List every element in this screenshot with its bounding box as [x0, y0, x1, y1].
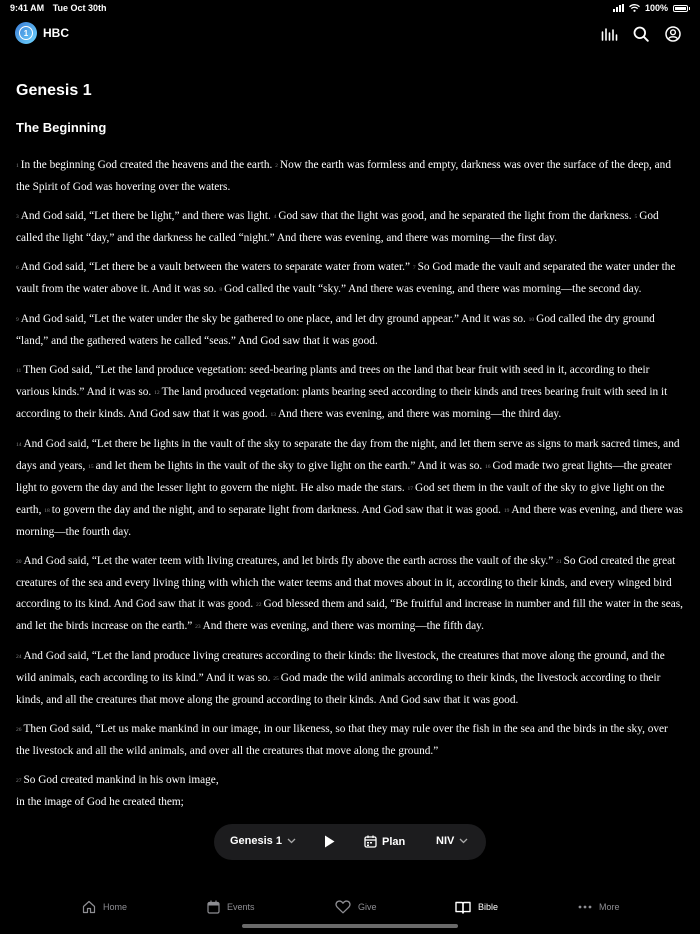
verse-number: 21	[556, 559, 562, 565]
verse-text[interactable]: God called the dry ground “land,” and the gathered waters he called “seas.” And God saw that it was good.	[16, 313, 655, 347]
verse-number: 7	[412, 265, 416, 271]
chapter-selector-label: Genesis 1	[230, 835, 282, 847]
chapter-title: Genesis 1	[16, 82, 92, 99]
verse-number: 2	[275, 163, 278, 169]
scripture-paragraph	[16, 434, 684, 543]
verse-number: 15	[88, 464, 94, 470]
verse-text[interactable]: God made two great lights—the greater light to govern the day and the lesser light to govern the night. He also made the stars.	[16, 460, 672, 494]
verse-number: 10	[528, 317, 535, 323]
verse-text[interactable]: God saw that the light was good, and he separated the light from the darkness.	[278, 210, 632, 222]
church-logo[interactable]	[15, 22, 37, 44]
home-indicator	[242, 924, 458, 928]
scripture-paragraph	[16, 360, 684, 426]
verse-number: 17	[407, 486, 414, 492]
verse-number: 12	[154, 390, 160, 396]
battery-percent: 100%	[644, 3, 668, 13]
verse-number: 20	[16, 559, 22, 565]
app-name: HBC	[43, 26, 69, 40]
verse-number: 13	[270, 412, 276, 418]
cellular-signal-icon	[613, 4, 624, 12]
header-actions	[600, 25, 682, 43]
chevron-down-icon	[287, 838, 296, 844]
verse-number: 8	[219, 287, 223, 293]
battery-icon	[673, 5, 688, 12]
tab-bar	[0, 895, 700, 919]
verse-number: 19	[503, 508, 510, 514]
verse-text[interactable]: And there was evening, and there was morning—the fourth day.	[16, 504, 683, 538]
verse-text[interactable]: The land produced vegetation: plants bearing seed according to their kinds and trees bearing fruit with seed in it according to their kinds. And God saw that it was good.	[16, 386, 668, 420]
logo-mark: 1	[19, 26, 33, 40]
tab-events-label: Events	[227, 902, 255, 912]
scripture-paragraph	[16, 206, 684, 249]
tab-give[interactable]	[335, 895, 377, 919]
chevron-down-icon	[459, 838, 468, 844]
status-left	[10, 3, 113, 13]
verse-number: 4	[273, 214, 277, 220]
verse-number: 24	[16, 654, 22, 660]
verse-text[interactable]: And there was evening, and there was morning—the fifth day.	[202, 620, 484, 632]
scripture-paragraph	[16, 551, 684, 638]
verse-number: 27	[16, 778, 22, 784]
verse-text[interactable]: And God said, “Let the land produce living creatures according to their kinds: the livestock, the creatures that move along the ground, and the wild animals, each according to its kind.” And it was so.	[16, 650, 665, 684]
verse-number: 26	[16, 727, 22, 733]
book-icon	[455, 901, 471, 914]
tab-home[interactable]	[82, 895, 127, 919]
play-button[interactable]	[324, 835, 335, 848]
audio-bars-icon[interactable]	[600, 25, 618, 43]
heart-icon	[335, 900, 351, 914]
verse-text[interactable]: God set them in the vault of the sky to give light on the earth,	[16, 482, 665, 516]
verse-text[interactable]: And God said, “Let the water under the sky be gathered to one place, and let dry ground appear.” And it was so.	[20, 313, 526, 325]
status-date: Tue Oct 30th	[52, 3, 107, 13]
verse-text[interactable]: God made the wild animals according to their kinds, the livestock according to their kinds, and all the creatures that move along the ground according to their kinds. And God saw that it was good.	[16, 672, 661, 706]
verse-text[interactable]: And God said, “Let there be a vault between the waters to separate water from water.”	[20, 261, 411, 273]
tab-give-label: Give	[358, 902, 377, 912]
verse-text[interactable]: And God said, “Let the water teem with living creatures, and let birds fly above the earth across the vault of the sky.”	[23, 555, 554, 567]
verse-text[interactable]: And God said, “Let there be lights in the vault of the sky to separate the day from the night, and let them serve as signs to mark sacred times, and days and years,	[16, 438, 680, 472]
verse-text[interactable]: and let them be lights in the vault of the sky to give light on the earth.” And it was so.	[95, 460, 483, 472]
verse-text[interactable]: in the image of God he created them;	[16, 796, 184, 808]
verse-number: 6	[16, 265, 19, 271]
plan-label: Plan	[382, 835, 406, 848]
verse-number: 11	[16, 368, 22, 374]
home-icon	[82, 900, 96, 914]
reader-control-bar	[214, 824, 486, 860]
calendar-icon	[207, 900, 220, 914]
version-label: NIV	[436, 835, 455, 847]
verse-number: 1	[16, 163, 19, 169]
verse-text[interactable]: So God created the great creatures of the sea and every living thing with which the water teems and that moves about in it, according to their kinds, and every winged bird according to its kind. And God saw that it was good.	[16, 555, 676, 610]
status-time: 9:41 AM	[10, 3, 45, 13]
verse-text[interactable]: Now the earth was formless and empty, darkness was over the surface of the deep, and the Spirit of God was hovering over the waters.	[16, 159, 671, 193]
verse-number: 18	[44, 508, 50, 514]
version-selector-button[interactable]	[436, 835, 468, 847]
verse-text[interactable]: And God said, “Let there be light,” and there was light.	[20, 210, 271, 222]
verse-text[interactable]: So God made the vault and separated the water under the vault from the water above it. And it was so.	[16, 261, 676, 295]
verse-text[interactable]: In the beginning God created the heavens and the earth.	[20, 159, 273, 171]
verse-number: 25	[273, 676, 279, 682]
more-dots-icon	[578, 905, 592, 909]
scripture-paragraph	[16, 257, 684, 301]
verse-text[interactable]: Then God said, “Let the land produce vegetation: seed-bearing plants and trees on the land that bear fruit with seed in it, according to their various kinds.” And it was so.	[16, 364, 650, 398]
profile-icon[interactable]	[664, 25, 682, 43]
verse-number: 5	[634, 214, 638, 220]
play-icon	[324, 835, 335, 848]
verse-text[interactable]: So God created mankind in his own image,	[23, 774, 219, 786]
status-bar	[0, 0, 700, 18]
verse-text[interactable]: And there was evening, and there was morning—the third day.	[277, 408, 562, 420]
verse-number: 22	[256, 602, 262, 608]
plan-button[interactable]	[364, 835, 405, 848]
verse-number: 3	[16, 214, 19, 220]
verse-number: 14	[16, 442, 22, 448]
section-heading: The Beginning	[16, 120, 107, 135]
tab-bible-label: Bible	[478, 902, 499, 912]
tab-home-label: Home	[103, 902, 128, 912]
verse-text[interactable]: to govern the day and the night, and to separate light from darkness. And God saw that it was good.	[51, 504, 502, 516]
verse-text[interactable]: Then God said, “Let us make mankind in our image, in our likeness, so that they may rule over the fish in the sea and the birds in the sky, over the livestock and all the wild animals, and over all the creatures that move along the ground.”	[16, 723, 668, 757]
scripture-text	[16, 155, 684, 821]
tab-more-label: More	[599, 902, 620, 912]
status-right	[613, 3, 688, 13]
verse-number: 9	[16, 317, 19, 323]
tab-events[interactable]	[207, 895, 255, 919]
scripture-paragraph	[16, 646, 684, 711]
scripture-paragraph	[16, 719, 684, 762]
verse-number: 16	[485, 464, 491, 470]
tab-more[interactable]	[578, 895, 620, 919]
calendar-icon	[364, 835, 377, 848]
verse-number: 23	[195, 624, 201, 630]
scripture-paragraph	[16, 309, 684, 352]
scripture-paragraph	[16, 770, 684, 813]
verse-text[interactable]: God called the vault “sky.” And there was evening, and there was morning—the second day.	[224, 283, 642, 295]
verse-text[interactable]: God blessed them and said, “Be fruitful and increase in number and fill the water in the seas, and let the birds increase on the earth.”	[16, 598, 683, 632]
scripture-paragraph	[16, 155, 684, 198]
search-icon[interactable]	[632, 25, 650, 43]
tab-bible[interactable]	[455, 895, 498, 919]
chapter-selector-button[interactable]	[230, 835, 296, 847]
app-header	[0, 22, 700, 48]
verse-text[interactable]: God called the light “day,” and the darkness he called “night.” And there was evening, and there was morning—the first day.	[16, 210, 659, 244]
wifi-icon	[629, 4, 640, 12]
